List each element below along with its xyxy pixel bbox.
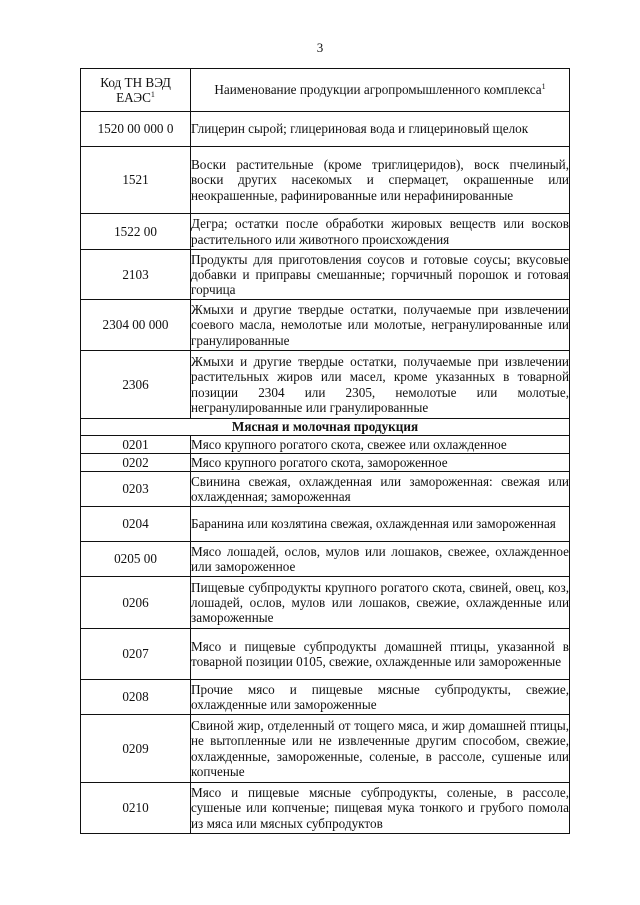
- header-code-label: Код ТН ВЭД ЕАЭС: [100, 74, 171, 105]
- table-row: [81, 250, 570, 300]
- row-code: 2304 00 000: [81, 300, 191, 351]
- table-row: [81, 300, 570, 351]
- table-row: [81, 214, 570, 250]
- row-code: 0202: [81, 454, 191, 472]
- header-name-label: Наименование продукции агропромышленного комплекса: [214, 82, 542, 98]
- header-code: [81, 69, 191, 112]
- row-name: Свиной жир, отделенный от тощего мяса, и жир домашней птицы, не вытопленные или не извлеченные другим способом, свежие, охлажденные, замороженные, соленые, в рассоле, сушеные или копченые: [191, 715, 570, 783]
- table-row: [81, 454, 570, 472]
- row-name: Воски растительные (кроме триглицеридов), воск пчелиный, воски других насекомых и спермацет, окрашенные или неокрашенные, рафинированные или нерафинированные: [191, 147, 570, 214]
- row-code: 2103: [81, 250, 191, 300]
- row-code: 1522 00: [81, 214, 191, 250]
- table-row: [81, 629, 570, 680]
- row-name: Дегра; остатки после обработки жировых веществ или восков растительного или животного происхождения: [191, 214, 570, 250]
- row-name: Прочие мясо и пищевые мясные субпродукты, свежие, охлажденные или замороженные: [191, 680, 570, 715]
- row-code: 1520 00 000 0: [81, 112, 191, 147]
- row-name: Свинина свежая, охлажденная или замороженная: свежая или охлажденная; замороженная: [191, 472, 570, 507]
- table-row: [81, 715, 570, 783]
- row-name: Мясо крупного рогатого скота, замороженное: [191, 454, 570, 472]
- table-header-row: [81, 69, 570, 112]
- product-codes-table: [80, 68, 570, 834]
- row-name: Жмыхи и другие твердые остатки, получаемые при извлечении растительных жиров или масел, кроме указанных в товарной позиции 2304 или 2305, немолотые или молотые, негранулированные или гранулированные: [191, 351, 570, 419]
- row-code: 0201: [81, 436, 191, 454]
- row-name: Мясо и пищевые субпродукты домашней птицы, указанной в товарной позиции 0105, свежие, охлажденные или замороженные: [191, 629, 570, 680]
- table-row: [81, 783, 570, 834]
- page-number: 3: [316, 40, 324, 55]
- row-code: 1521: [81, 147, 191, 214]
- section-title: Мясная и молочная продукция: [81, 419, 570, 436]
- row-code: 0206: [81, 577, 191, 629]
- row-code: 0203: [81, 472, 191, 507]
- header-code-footnote: 1: [150, 90, 155, 99]
- row-code: 0209: [81, 715, 191, 783]
- section-header-row: [81, 419, 570, 436]
- table-row: [81, 351, 570, 419]
- row-name: Баранина или козлятина свежая, охлажденная или замороженная: [191, 507, 570, 542]
- row-name: Пищевые субпродукты крупного рогатого скота, свиней, овец, коз, лошадей, ослов, мулов или лошаков, свежие, охлажденные или замороженные: [191, 577, 570, 629]
- table-row: [81, 507, 570, 542]
- table-row: [81, 436, 570, 454]
- row-name: Мясо лошадей, ослов, мулов или лошаков, свежее, охлажденное или замороженное: [191, 542, 570, 577]
- header-name: [191, 69, 570, 112]
- row-code: 0210: [81, 783, 191, 834]
- table-row: [81, 680, 570, 715]
- table-row: [81, 147, 570, 214]
- row-code: 0207: [81, 629, 191, 680]
- row-code: 0204: [81, 507, 191, 542]
- table-row: [81, 542, 570, 577]
- row-name: Продукты для приготовления соусов и готовые соусы; вкусовые добавки и приправы смешанные; горчичный порошок и готовая горчица: [191, 250, 570, 300]
- row-code: 0208: [81, 680, 191, 715]
- row-name: Мясо крупного рогатого скота, свежее или охлажденное: [191, 436, 570, 454]
- table-row: [81, 577, 570, 629]
- header-name-footnote: 1: [541, 82, 546, 92]
- table-row: [81, 112, 570, 147]
- row-code: 2306: [81, 351, 191, 419]
- row-name: Мясо и пищевые мясные субпродукты, соленые, в рассоле, сушеные или копченые; пищевая мука тонкого и грубого помола из мяса или мясных субпродуктов: [191, 783, 570, 834]
- row-name: Глицерин сырой; глицериновая вода и глицериновый щелок: [191, 112, 570, 147]
- row-name: Жмыхи и другие твердые остатки, получаемые при извлечении соевого масла, немолотые или молотые, негранулированные или гранулированные: [191, 300, 570, 351]
- row-code: 0205 00: [81, 542, 191, 577]
- table-row: [81, 472, 570, 507]
